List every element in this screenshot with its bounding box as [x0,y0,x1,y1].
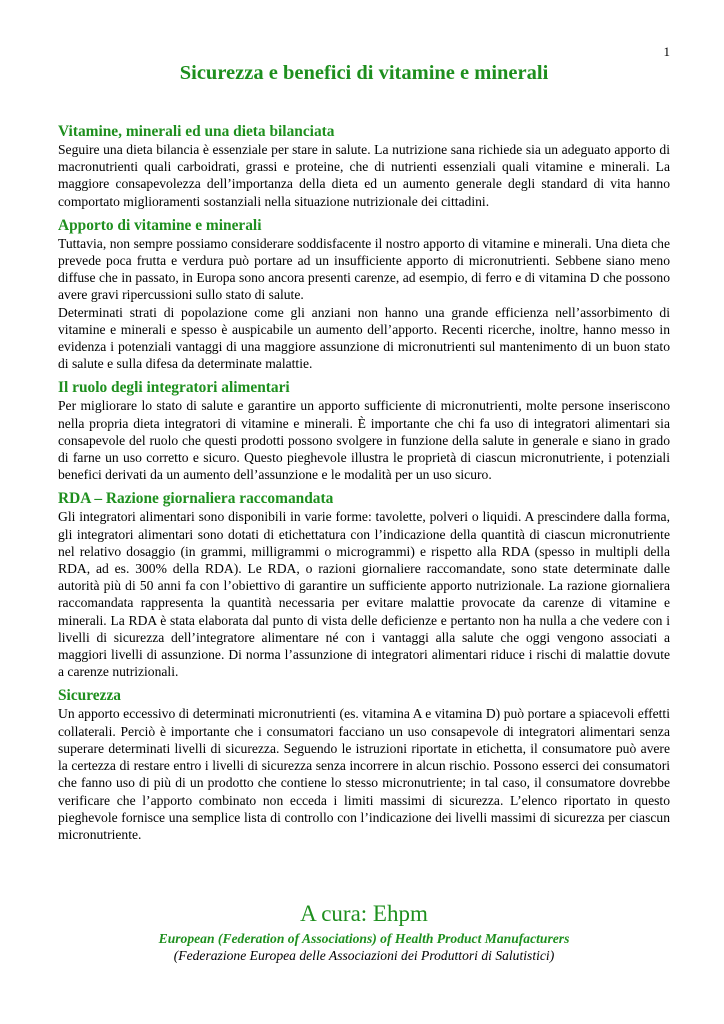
section-heading: Il ruolo degli integratori alimentari [58,379,290,397]
section-paragraph: Gli integratori alimentari sono disponibili in varie forme: tavolette, polveri o liquidi. A prescindere dalla forma, gli integratori alimentari sono dotati di etichettatura con l’indicazione della quantità di ciascun micronutriente nel relativo dosaggio (in grammi, milligrammi o microgrammi) e rispetto alla RDA (spesso in multipli della RDA, ad es. 300% della RDA). Le RDA, o razioni giornaliere raccomandate, sono state determinate dalle autorità più di 50 anni fa con l’obiettivo di garantire un sufficiente apporto nutrizionale. La razione giornaliera raccomandata rappresenta la quantità necessaria per evitare malattie provocate da carenze di vitamine e minerali. La RDA è stata elaborata dal punto di vista delle deficienze e pertanto non ha nulla a che vedere con i livelli di sicurezza dell’integratore alimentare né con i vantaggi alla salute che oggi vengono associati a maggiori livelli di assunzione. Di norma l’assunzione di integratori alimentari riduce i rischi di malattie dovute a carenze nutrizionali. [58,509,670,680]
section-heading: Vitamine, minerali ed una dieta bilanciata [58,123,335,140]
section-rda [58,489,670,680]
section-heading: Sicurezza [58,687,121,705]
section-paragraph: Tuttavia, non sempre possiamo considerare soddisfacente il nostro apporto di vitamine e minerali. Una dieta che prevede poca frutta e verdura può portare ad un insufficiente apporto di micronutrienti. Sebbene siano meno diffuse che in passato, in Europa sono ancora presenti carenze, ad esempio, di ferro e di vitamina D che possono avere gravi ripercussioni sullo stato di salute. [58,235,670,303]
section-paragraph: Determinati strati di popolazione come gli anziani non hanno una grande efficienza nell’assorbimento di vitamine e minerali e spesso è auspicabile un aumento dell’apporto. Recenti ricerche, inoltre, hanno messo in evidenza i potenziali vantaggi di una maggiore assunzione di micronutrienti sul mantenimento di un buon stato di salute e sulla difesa da determinate malattie. [58,304,670,372]
section-paragraph: Un apporto eccessivo di determinati micronutrienti (es. vitamina A e vitamina D) può portare a spiacevoli effetti collaterali. Perciò è importante che i consumatori facciano un uso consapevole di integratori alimentari senza superare determinati livelli di sicurezza. Seguendo le istruzioni riportate in etichetta, il consumatore può avere la certezza di restare entro i livelli di sicurezza senza incorrere in alcun rischio. Possono esserci dei consumatori che fanno uso di più di un prodotto che contiene lo stesso micronutriente; in tal caso, il consumatore dovrebbe verificare che l’apporto combinato non ecceda i limiti massimi di sicurezza. L’elenco riportato in questo pieghevole fornisce una semplice lista di controllo con l’indicazione dei livelli massimi di sicurezza per ciascun micronutriente. [58,706,670,842]
section-integratori [58,378,670,483]
document-title: Sicurezza e benefici di vitamine e minerali [179,62,549,84]
section-paragraph: Seguire una dieta bilancia è essenziale per stare in salute. La nutrizione sana richiede sia un adeguato apporto di macronutrienti quali carboidrati, grassi e proteine, che di nutrienti essenziali quali vitamine e minerali. La maggiore consapevolezza dell’importanza della dieta ed un aumento generale degli standard di vita hanno comportato miglioramenti sostanziali nella situazione nutrizionale dei cittadini. [58,142,670,209]
section-dieta-bilanciata [58,122,670,210]
document-footer [58,900,670,964]
footer-organization-it: (Federazione Europea delle Associazioni dei Produttori di Salutistici) [173,948,555,963]
section-apporto [58,216,670,373]
section-paragraph: Per migliorare lo stato di salute e garantire un apporto sufficiente di micronutrienti, molte persone inseriscono nella propria dieta integratori di vitamine e minerali. È importante che chi fa uso di integratori alimentari sia consapevole del ruolo che questi prodotti possono svolgere in funzione della salute in generale e siano in grado di farne un uso corretto e sicuro. Questo pieghevole illustra le proprietà di ciascun micronutriente, i potenziali benefici derivati da un aumento dell’assunzione e le modalità per un uso sicuro. [58,398,670,483]
section-sicurezza [58,686,670,843]
section-heading: Apporto di vitamine e minerali [58,216,262,234]
page-number: 1 [663,44,670,59]
footer-title: A cura: Ehpm [300,901,428,926]
footer-organization-en: European (Federation of Associations) of Health Product Manufacturers [158,931,570,946]
section-heading: RDA – Razione giornaliera raccomandata [58,490,334,508]
document-body [58,122,670,849]
